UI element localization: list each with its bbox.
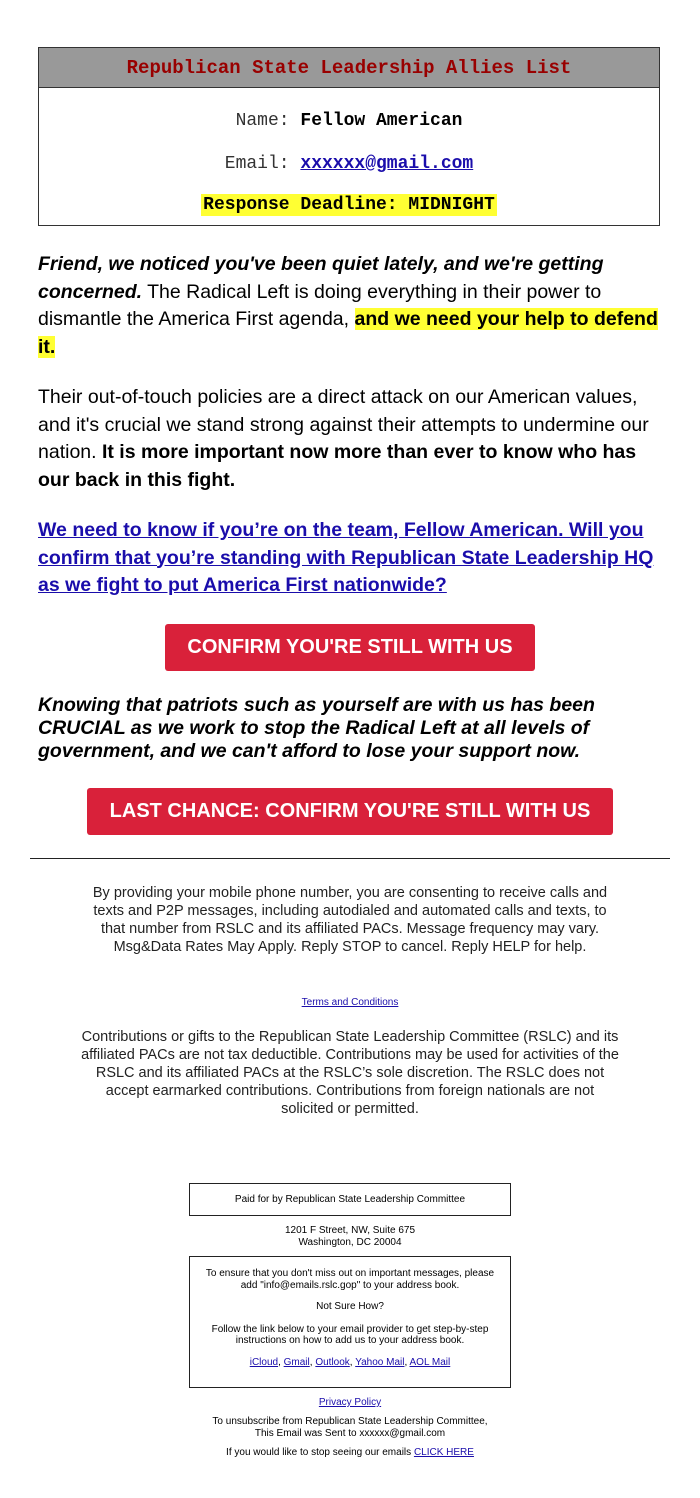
- paid-for-text: Paid for by Republican State Leadership Committee: [234, 1194, 466, 1205]
- address-book-intro: To ensure that you don't miss out on important messages, please add "info@emails.rslc.gop" to your address book.: [205, 1268, 495, 1291]
- name-label: Name:: [235, 111, 290, 131]
- email-label: Email:: [224, 154, 290, 174]
- address-book-box: [189, 1256, 511, 1388]
- email-link[interactable]: xxxxxx@gmail.com: [300, 154, 474, 174]
- allies-list-header: [39, 48, 659, 88]
- values-paragraph: [38, 384, 662, 494]
- address-block: [0, 1225, 700, 1248]
- intro-highlight: and we need your help to defend it.: [38, 308, 658, 358]
- confirm-button[interactable]: CONFIRM YOU'RE STILL WITH US: [165, 624, 535, 671]
- allies-list-box: [38, 47, 660, 226]
- sms-disclaimer: By providing your mobile phone number, you are consenting to receive calls and texts and P2P messages, including autodialed and automated calls and texts, to that number from RSLC and its affiliated PACs. Message frequency may vary. Msg&Data Rates May Apply. Reply STOP to cancel. Reply HELP for help.: [92, 885, 608, 955]
- icloud-link[interactable]: iCloud: [249, 1356, 279, 1368]
- values-bold: It is more important now more than ever to know who has our back in this fight.: [38, 441, 637, 491]
- intro-paragraph: [38, 251, 662, 361]
- address-line-2: Washington, DC 20004: [298, 1236, 402, 1248]
- click-here-link[interactable]: CLICK HERE: [413, 1447, 474, 1458]
- name-row: [39, 111, 659, 131]
- team-link-paragraph: [38, 517, 662, 600]
- address-line-1: 1201 F Street, NW, Suite 675: [284, 1225, 416, 1236]
- footer-divider: [30, 858, 670, 859]
- stop-emails-text: If you would like to stop seeing our emails: [226, 1447, 414, 1458]
- contributions-disclaimer: Contributions or gifts to the Republican State Leadership Committee (RSLC) and its affiliated PACs are not tax deductible. Contributions may be used for activities of the RSLC and its affiliated PACs at the RSLC’s sole discretion. The RSLC does not accept earmarked contributions. Contributions from foreign nationals are not solicited or permitted.: [81, 1029, 619, 1117]
- gmail-link[interactable]: Gmail: [283, 1356, 310, 1368]
- name-value: Fellow American: [300, 111, 463, 131]
- email-provider-links: iCloud, Gmail, Outlook, Yahoo Mail, AOL Mail: [249, 1356, 451, 1368]
- intro-italic: Friend, we noticed you've been quiet lately, and we're getting concerned.: [38, 253, 604, 303]
- intro-text: The Radical Left is doing everything in their power to dismantle the America First agenda,: [38, 280, 602, 330]
- privacy-policy-link[interactable]: Privacy Policy: [318, 1397, 382, 1408]
- deadline-row: [39, 195, 659, 215]
- aol-mail-link[interactable]: AOL Mail: [409, 1356, 451, 1368]
- unsubscribe-line-1: To unsubscribe from Republican State Leadership Committee,: [212, 1416, 488, 1427]
- crucial-paragraph: Knowing that patriots such as yourself are with us has been CRUCIAL as we work to stop the Radical Left at all levels of government, and we can't afford to lose your support now.: [38, 694, 595, 762]
- team-confirm-link[interactable]: We need to know if you’re on the team, Fellow American. Will you confirm that you’re standing with Republican State Leadership HQ as we fight to put America First nationwide?: [38, 519, 654, 596]
- allies-list-title: Republican State Leadership Allies List: [126, 56, 572, 79]
- unsubscribe-line-2: This Email was Sent to xxxxxx@gmail.com: [254, 1427, 446, 1439]
- terms-link[interactable]: Terms and Conditions: [301, 997, 399, 1008]
- outlook-link[interactable]: Outlook: [315, 1356, 350, 1368]
- paid-for-box: [189, 1183, 511, 1216]
- stop-emails-row: [0, 1447, 700, 1459]
- values-text: Their out-of-touch policies are a direct attack on our American values, and it's crucial we stand strong against their attempts to undermine our nation.: [38, 386, 649, 463]
- email-row: [39, 154, 659, 174]
- unsubscribe-block: [0, 1416, 700, 1439]
- follow-link-text: Follow the link below to your email provider to get step-by-step instructions on how to add us to your address book.: [211, 1323, 489, 1346]
- response-deadline: Response Deadline: MIDNIGHT: [203, 195, 495, 215]
- yahoo-mail-link[interactable]: Yahoo Mail: [355, 1356, 405, 1368]
- terms-row: [0, 997, 700, 1008]
- privacy-row: [0, 1397, 700, 1409]
- last-chance-button[interactable]: LAST CHANCE: CONFIRM YOU'RE STILL WITH US: [87, 788, 613, 835]
- not-sure-text: Not Sure How?: [316, 1301, 384, 1312]
